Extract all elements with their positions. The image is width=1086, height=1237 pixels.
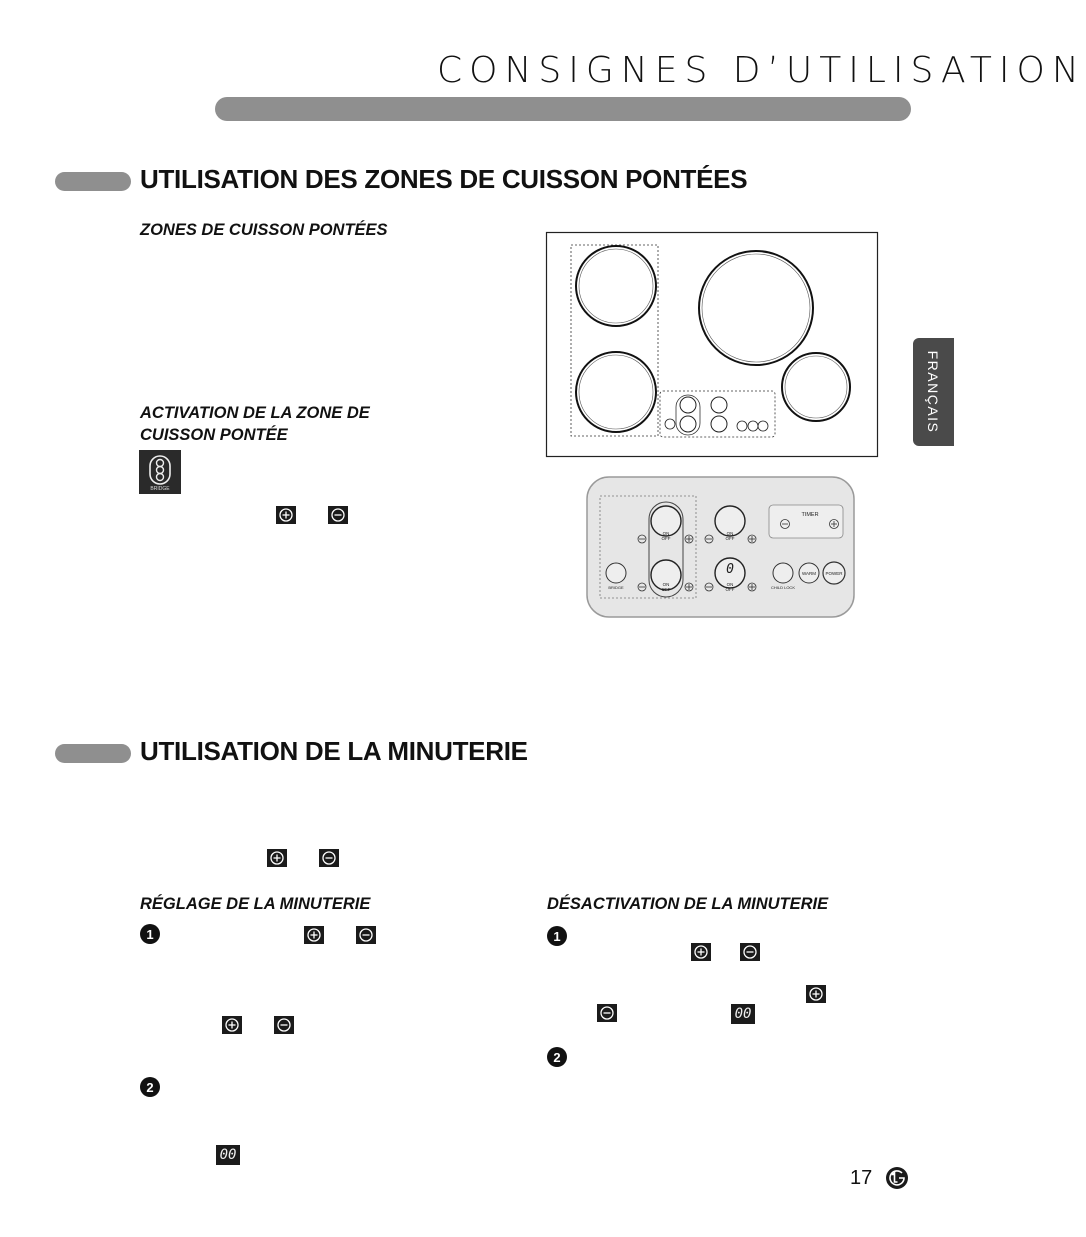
- control-panel-diagram: [586, 476, 856, 619]
- section-pill: [55, 172, 131, 191]
- panel-power-label: POWER: [825, 571, 843, 576]
- page-number: 17: [850, 1167, 873, 1189]
- plus-button-icon: [806, 985, 826, 1003]
- language-tab-label: FRANÇAIS: [925, 350, 941, 434]
- panel-off-label: OFF: [661, 587, 671, 592]
- subheading-activation-line1: ACTIVATION DE LA ZONE DE: [140, 404, 370, 422]
- plus-button-icon: [276, 506, 296, 524]
- panel-on-label: ON: [662, 531, 670, 536]
- timer-display-00: 00: [731, 1004, 755, 1024]
- step-number-icon: 2: [547, 1047, 567, 1067]
- panel-child-lock-label: CHILD LOCK: [770, 585, 796, 590]
- panel-on-label: ON: [726, 531, 734, 536]
- panel-timer-label: TIMER: [801, 512, 819, 518]
- plus-button-icon: [304, 926, 324, 944]
- plus-button-icon: [691, 943, 711, 961]
- step-number-icon: 1: [547, 926, 567, 946]
- section-pill: [55, 744, 131, 763]
- section-title-timer: UTILISATION DE LA MINUTERIE: [140, 736, 528, 766]
- step-number-icon: 2: [140, 1077, 160, 1097]
- lg-logo-icon: [885, 1166, 909, 1190]
- subheading-timer-setting: RÉGLAGE DE LA MINUTERIE: [140, 895, 371, 913]
- panel-off-label: OFF: [661, 536, 671, 541]
- bridge-icon: [139, 450, 181, 494]
- plus-button-icon: [222, 1016, 242, 1034]
- step-number-icon: 1: [140, 924, 160, 944]
- minus-button-icon: [274, 1016, 294, 1034]
- minus-button-icon: [356, 926, 376, 944]
- bridge-icon-label: BRIDGE: [150, 486, 170, 492]
- subheading-bridge-zones: ZONES DE CUISSON PONTÉES: [140, 221, 388, 239]
- plus-button-icon: [267, 849, 287, 867]
- minus-button-icon: [597, 1004, 617, 1022]
- panel-on-label: ON: [662, 582, 670, 587]
- subheading-timer-cancel: DÉSACTIVATION DE LA MINUTERIE: [547, 895, 829, 913]
- panel-warm-label: WARM: [801, 571, 817, 576]
- panel-bridge-label: BRIDGE: [608, 585, 624, 590]
- subheading-activation-line2: CUISSON PONTÉE: [140, 426, 288, 444]
- page-title: CONSIGNES D’UTILISATION: [437, 50, 1086, 91]
- minus-button-icon: [740, 943, 760, 961]
- minus-button-icon: [319, 849, 339, 867]
- section-title-bridge: UTILISATION DES ZONES DE CUISSON PONTÉES: [140, 164, 748, 194]
- cooktop-diagram: [546, 232, 879, 458]
- panel-on-label: ON: [726, 582, 734, 587]
- minus-button-icon: [328, 506, 348, 524]
- panel-off-label: OFF: [725, 536, 735, 541]
- title-bar: [215, 97, 911, 121]
- panel-digit: 0: [726, 562, 734, 577]
- panel-off-label: OFF: [725, 587, 735, 592]
- timer-display-00: 00: [216, 1145, 240, 1165]
- language-tab: [913, 338, 954, 446]
